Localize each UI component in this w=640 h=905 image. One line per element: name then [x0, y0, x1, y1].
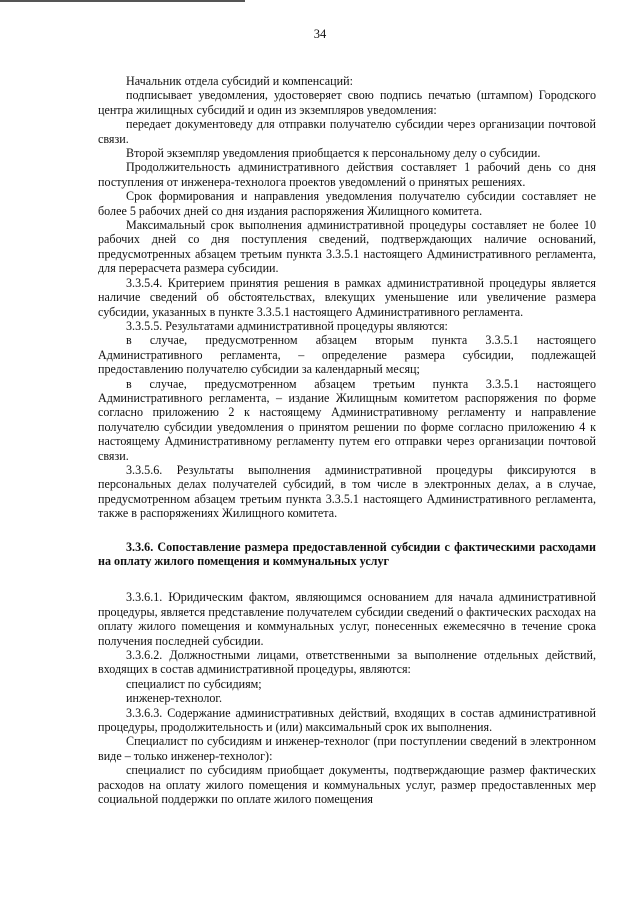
paragraph: Максимальный срок выполнения административной процедуры составляет не более 10 рабочих дней со дня поступления сведений, подтверждающих наличие оснований, предусмотренных абзацем третьим пункта 3.3.5.1 настоящего Административного регламента, для перерасчета размера субсидии.	[98, 218, 596, 276]
paragraph: в случае, предусмотренном абзацем вторым пункта 3.3.5.1 настоящего Административного регламента, – определение размера субсидии, подлежащей предоставлению получателю субсидии за календарный месяц;	[98, 333, 596, 377]
paragraph: специалист по субсидиям приобщает документы, подтверждающие размер фактических расходов на оплату жилого помещения и коммунальных услуг, размер предоставленных мер социальной поддержки по оплате жилого помещения	[98, 763, 596, 807]
paragraph: в случае, предусмотренном абзацем третьим пункта 3.3.5.1 настоящего Административного регламента, – издание Жилищным комитетом распоряжения по форме согласно приложению 2 к настоящему Административному регламенту и направление получателю субсидии уведомления о принятом решении по форме согласно приложению 4 к настоящему Административному регламенту путем его отправки через организации почтовой связи.	[98, 376, 596, 463]
paragraph: Продолжительность административного действия составляет 1 рабочий день со дня поступления от инженера-технолога проектов уведомлений о принятых решениях.	[98, 160, 596, 189]
paragraph: 3.3.6.1. Юридическим фактом, являющимся основанием для начала административной процедуры, является представление получателем субсидии сведений о фактических расходах на оплату жилого помещения и коммунальных услуг, понесенных ежемесячно в течение срока получения последней субсидии.	[98, 590, 596, 648]
spacer	[98, 568, 596, 590]
paragraph: подписывает уведомления, удостоверяет свою подпись печатью (штампом) Городского центра жилищных субсидий и один из экземпляров уведомления:	[98, 88, 596, 117]
section-heading: 3.3.6. Сопоставление размера предоставленной субсидии с фактическими расходами на оплату жилого помещения и коммунальных услуг	[98, 539, 596, 568]
page-content	[98, 74, 596, 807]
paragraph: Второй экземпляр уведомления приобщается к персональному делу о субсидии.	[126, 146, 541, 161]
paragraph: 3.3.5.5. Результатами административной процедуры являются:	[126, 318, 448, 333]
paragraph: 3.3.5.6. Результаты выполнения административной процедуры фиксируются в персональных делах получателей субсидий, в том числе в электронных делах, а в случае, предусмотренном абзацем третьим пункта 3.3.5.1 настоящего Административного регламента, также в распоряжениях Жилищного комитета.	[98, 462, 596, 521]
paragraph: передает документоведу для отправки получателю субсидии через организации почтовой связи.	[98, 117, 596, 146]
top-rule	[0, 0, 245, 2]
paragraph: Специалист по субсидиям и инженер-технолог (при поступлении сведений в электронном виде – только инженер-технолог):	[98, 734, 596, 763]
list-item: инженер-технолог.	[126, 691, 223, 706]
list-item: специалист по субсидиям;	[126, 676, 262, 691]
paragraph: 3.3.6.3. Содержание административных действий, входящих в состав административной процедуры, продолжительность и (или) максимальный срок их выполнения.	[98, 705, 596, 735]
paragraph: 3.3.6.2. Должностными лицами, ответственными за выполнение отдельных действий, входящих в состав административной процедуры, являются:	[98, 648, 596, 677]
page-number: 34	[313, 27, 327, 41]
paragraph: 3.3.5.4. Критерием принятия решения в рамках административной процедуры является наличие сведений об обстоятельствах, влекущих уменьшение или увеличение размера субсидии, указанных в пункте 3.3.5.1 настоящего Административного регламента.	[98, 275, 596, 319]
paragraph: Срок формирования и направления уведомления получателю субсидии составляет не более 5 рабочих дней со дня издания распоряжения Жилищного комитета.	[98, 189, 596, 218]
paragraph: Начальник отдела субсидий и компенсаций:	[126, 74, 353, 88]
spacer	[98, 521, 596, 540]
